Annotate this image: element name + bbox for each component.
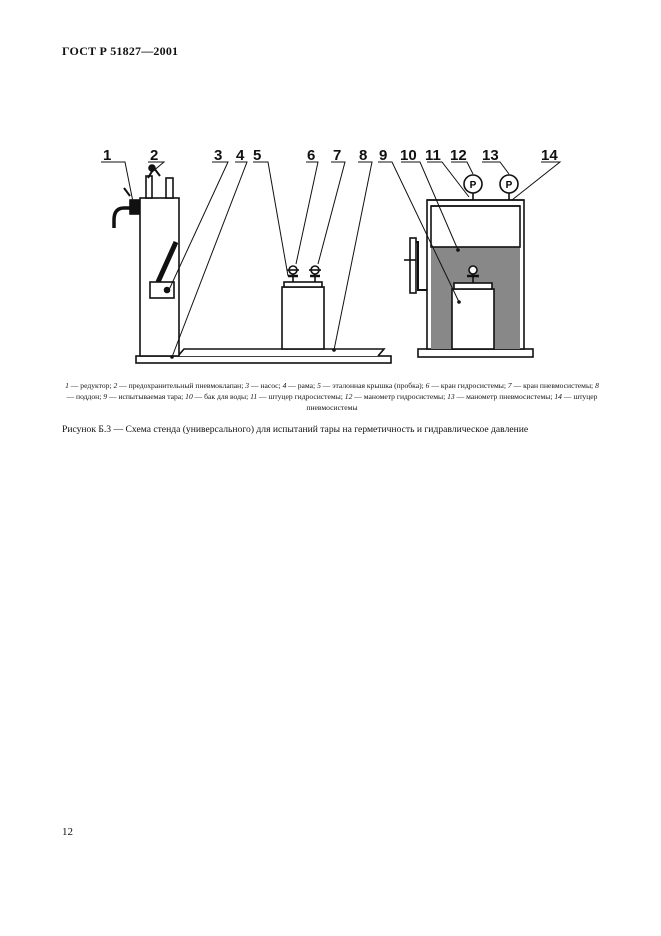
callout-7: 7 [333, 147, 342, 164]
gauge-hydraulic-label: P [469, 180, 477, 191]
container-right [452, 289, 494, 349]
relief-valve-body [146, 176, 152, 198]
callout-6: 6 [307, 147, 316, 164]
legend-item: 9 — испытываемая тара; [103, 392, 186, 401]
pump-box [150, 282, 174, 298]
figure-caption: Рисунок Б.3 — Схема стенда (универсального) для испытаний тары на герметичность и гидравлическое давление [62, 424, 529, 435]
legend-item: 7 — кран пневмосистемы; [507, 381, 596, 390]
callout-1: 1 [103, 147, 112, 164]
document-header: ГОСТ Р 51827—2001 [62, 44, 179, 58]
legend-item: 13 — манометр пневмосистемы; [447, 392, 555, 401]
page-number: 12 [62, 826, 73, 838]
valve-pneumatic [309, 266, 321, 282]
callout-10: 10 [400, 147, 417, 164]
legend-item: 12 — манометр гидросистемы; [344, 392, 448, 401]
tray [178, 349, 384, 356]
callout-5: 5 [253, 147, 262, 164]
legend-item: 6 — кран гидросистемы; [425, 381, 508, 390]
stand-diagram [0, 130, 661, 380]
reducer-body [130, 200, 139, 214]
callout-14: 14 [541, 147, 558, 164]
tank-base [418, 349, 533, 357]
legend-item: 4 — рама; [282, 381, 318, 390]
frame-base [136, 356, 391, 363]
legend-item: 10 — бак для воды; [185, 392, 251, 401]
callout-3: 3 [214, 147, 223, 164]
column-fitting [166, 178, 173, 198]
gauge-pneumatic-label: P [505, 180, 513, 191]
figure-legend [62, 380, 602, 413]
legend-item: 1 — редуктор; [65, 381, 114, 390]
legend-item: 14 — штуцер пневмосистемы [306, 392, 598, 412]
legend-item: 8 — поддон; [66, 381, 599, 401]
callout-11: 11 [425, 147, 441, 164]
callout-2: 2 [150, 147, 159, 164]
callout-13: 13 [482, 147, 499, 164]
legend-item: 11 — штуцер гидросистемы; [250, 392, 345, 401]
container-left [282, 287, 324, 349]
callout-12: 12 [450, 147, 467, 164]
callout-4: 4 [236, 147, 245, 164]
valve-hydraulic [287, 266, 299, 282]
legend-item: 3 — насос; [245, 381, 283, 390]
callout-9: 9 [379, 147, 388, 164]
callout-8: 8 [359, 147, 368, 164]
legend-item: 2 — предохранительный пневмоклапан; [113, 381, 246, 390]
legend-item: 5 — эталонная крышка (пробка); [317, 381, 426, 390]
